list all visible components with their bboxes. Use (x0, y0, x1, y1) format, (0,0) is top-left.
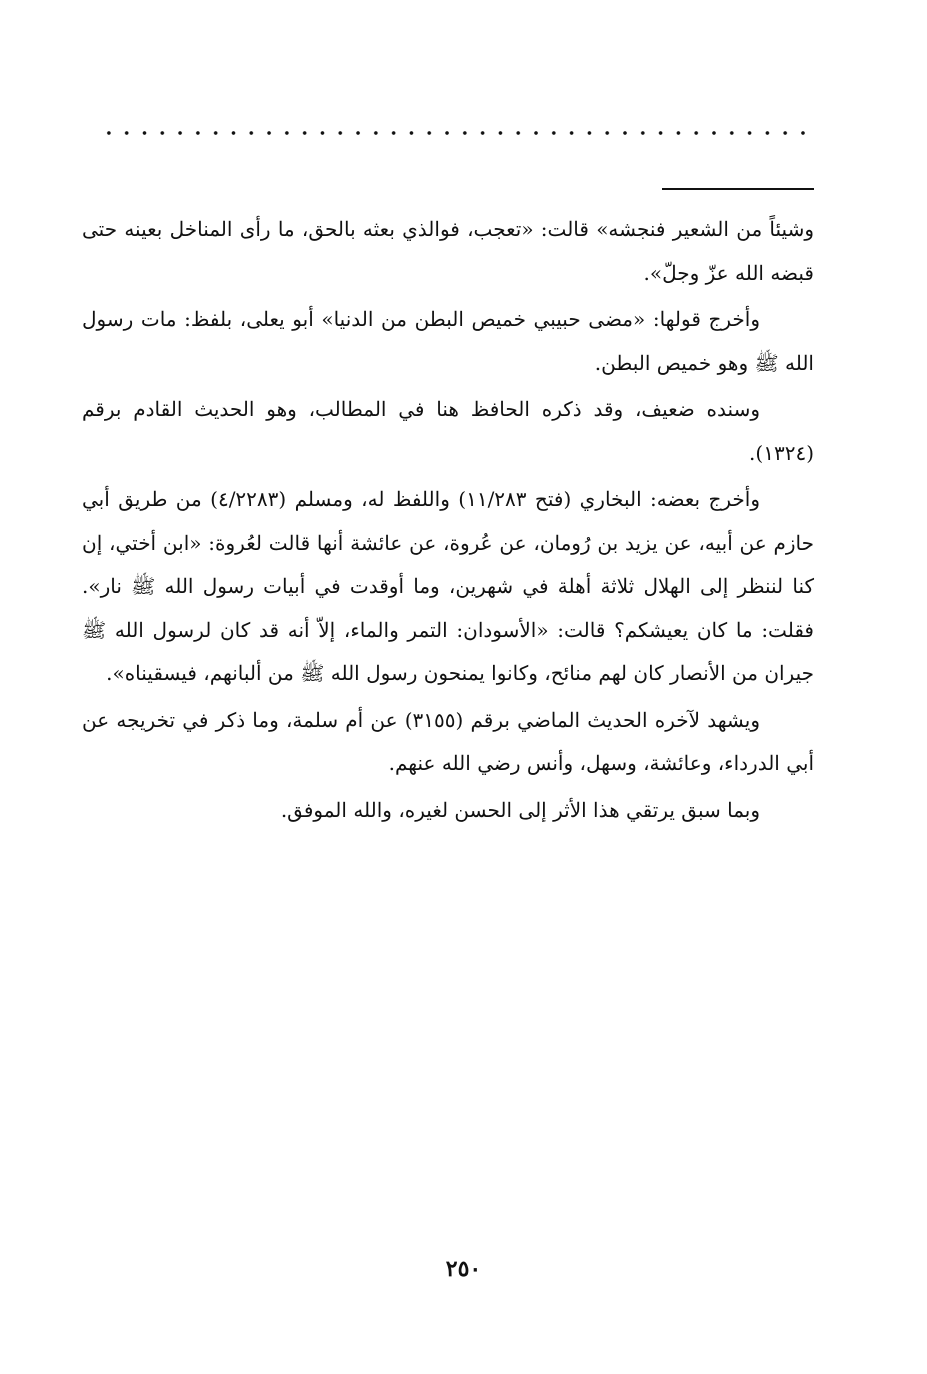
footnote-paragraph-6: وبما سبق يرتقي هذا الأثر إلى الحسن لغيره، والله الموفق. (280, 797, 760, 822)
footnote-paragraph-5: ويشهد لآخره الحديث الماضي برقم (٣١٥٥) عن أم سلمة، وما ذكر في تخريجه عن أبي الدرداء، وعائشة، وسهل، وأنس رضي الله عنهم. (82, 707, 814, 775)
dotted-separator (100, 128, 812, 138)
footnote-rule (662, 188, 814, 190)
footnote-paragraph-2: وأخرج قولها: «مضى حبيبي خميص البطن من الدنيا» أبو يعلى، بلفظ: مات رسول الله ﷺ وهو خميص البطن. (82, 307, 814, 375)
footnote-paragraph-3: وسنده ضعيف، وقد ذكره الحافظ هنا في المطالب، وهو الحديث القادم برقم (١٣٢٤). (82, 397, 814, 465)
footnote-body (82, 208, 814, 835)
page-number: ٢٥٠ (445, 1256, 482, 1282)
footnote-paragraph-4: وأخرج بعضه: البخاري (فتح ١١/٢٨٣) واللفظ له، ومسلم (٤/٢٢٨٣) من طريق أبي حازم عن أبيه، عن يزيد بن رُومان، عن عُروة، عن عائشة أنها قالت لعُروة: «ابن أختي، إن كنا لننظر إلى الهلال ثلاثة أهلة في شهرين، وما أوقدت في أبيات رسول الله ﷺ نار». فقلت: ما كان يعيشكم؟ قالت: «الأسودان: التمر والماء، إلاّ أنه قد كان لرسول الله ﷺ جيران من الأنصار كان لهم منائح، وكانوا يمنحون رسول الله ﷺ من ألبانهم، فيسقيناه». (82, 487, 814, 685)
footnote-paragraph-1: وشيئاً من الشعير فنجشه» قالت: «تعجب، فوالذي بعثه بالحق، ما رأى المناخل بعينه حتى قبضه الله عزّ وجلّ». (82, 217, 814, 285)
